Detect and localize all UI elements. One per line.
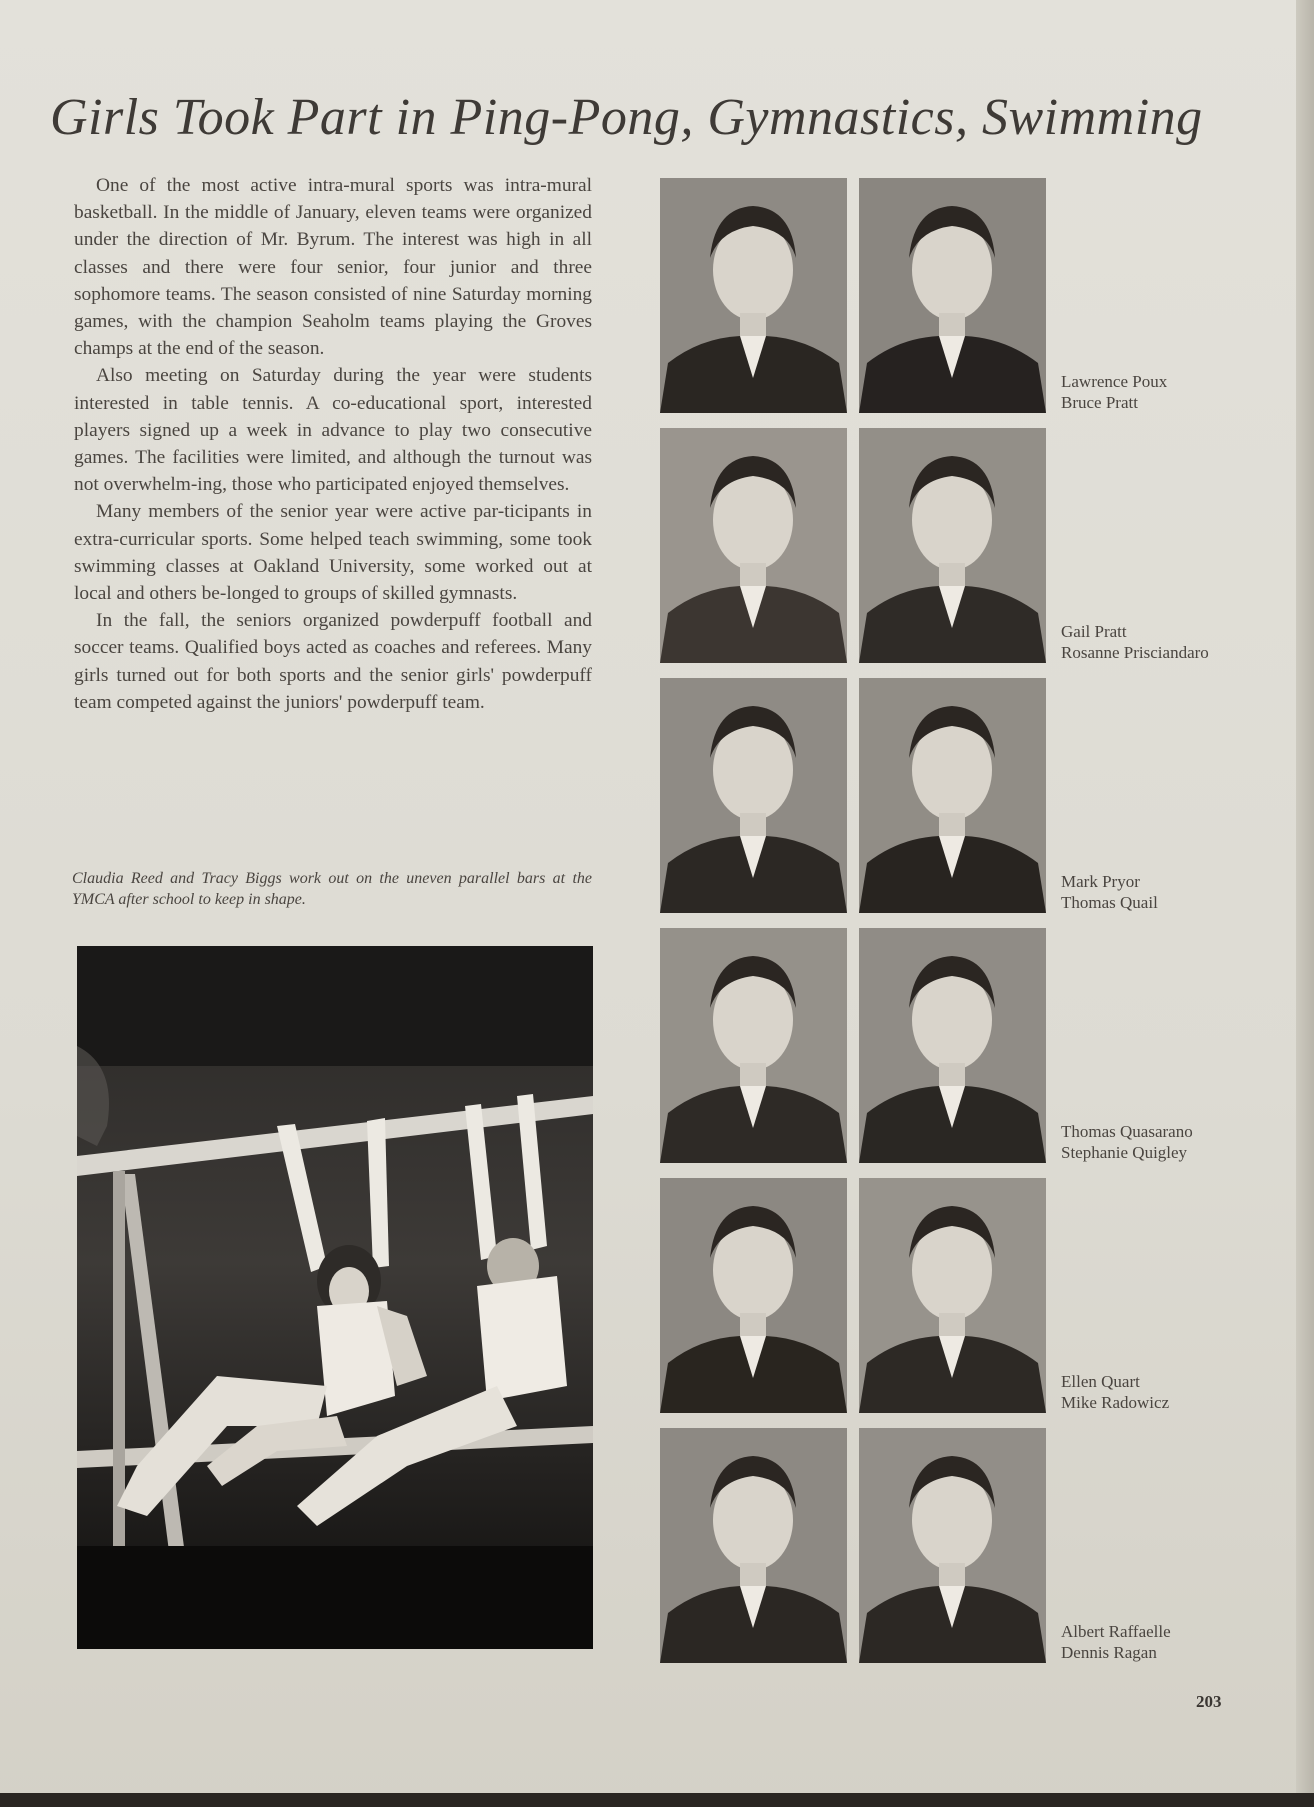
student-portrait [859,678,1046,913]
student-name: Ellen Quart [1061,1372,1140,1391]
student-name: Mark Pryor [1061,872,1140,891]
student-portrait [660,1178,847,1413]
student-portrait [859,178,1046,413]
gymnastics-photo [77,946,593,1649]
article-body [74,172,592,716]
portrait-names [1061,871,1158,913]
student-portrait [660,678,847,913]
student-name: Bruce Pratt [1061,393,1138,412]
student-name: Albert Raffaelle [1061,1622,1171,1641]
page-edge [1296,0,1314,1807]
student-name: Mike Radowicz [1061,1393,1170,1412]
page-title: Girls Took Part in Ping-Pong, Gymnastics, Swimming [50,89,1203,146]
photo-caption: Claudia Reed and Tracy Biggs work out on the uneven parallel bars at the YMCA after school to keep in shape. [72,870,592,908]
portrait-names [1061,1121,1193,1163]
article-paragraph: Many members of the senior year were active par-ticipants in extra-curricular sports. Some helped teach swimming, some took swimming classes at Oakland University, some worked out at local and others be-longed to groups of skilled gymnasts. [74,501,592,605]
student-portrait [660,178,847,413]
article-paragraph: One of the most active intra-mural sports was intra-mural basketball. In the middle of January, eleven teams were organized under the direction of Mr. Byrum. The interest was high in all classes and there were four senior, four junior and three sophomore teams. The season consisted of nine Saturday morning games, with the champion Seaholm teams playing the Groves champs at the end of the season. [74,175,592,360]
student-portrait [859,428,1046,663]
article-paragraph: Also meeting on Saturday during the year were students interested in table tennis. A co-educational sport, interested players signed up a week in advance to play two consecutive games. The facilities were limited, and although the turnout was not overwhelm-ing, those who participated enjoyed themselves. [74,365,592,496]
student-portrait [660,1428,847,1663]
student-name: Thomas Quail [1061,893,1158,912]
student-name: Gail Pratt [1061,622,1127,641]
portrait-names [1061,371,1167,413]
page-number: 203 [1196,1692,1222,1711]
portrait-names [1061,621,1209,663]
page-bottom-edge [0,1793,1314,1807]
portrait-names [1061,1621,1171,1663]
student-name: Dennis Ragan [1061,1643,1157,1662]
article-paragraph: In the fall, the seniors organized powderpuff football and soccer teams. Qualified boys acted as coaches and referees. Many girls turned out for both sports and the senior girls' powderpuff team competed against the juniors' powderpuff team. [74,610,592,713]
student-portrait [660,928,847,1163]
portrait-names [1061,1371,1169,1413]
student-name: Stephanie Quigley [1061,1143,1188,1162]
student-name: Rosanne Prisciandaro [1061,643,1209,662]
student-name: Thomas Quasarano [1061,1122,1193,1141]
student-portrait [859,928,1046,1163]
student-name: Lawrence Poux [1061,372,1168,391]
student-portrait [859,1428,1046,1663]
student-portrait [660,428,847,663]
student-portrait [859,1178,1046,1413]
